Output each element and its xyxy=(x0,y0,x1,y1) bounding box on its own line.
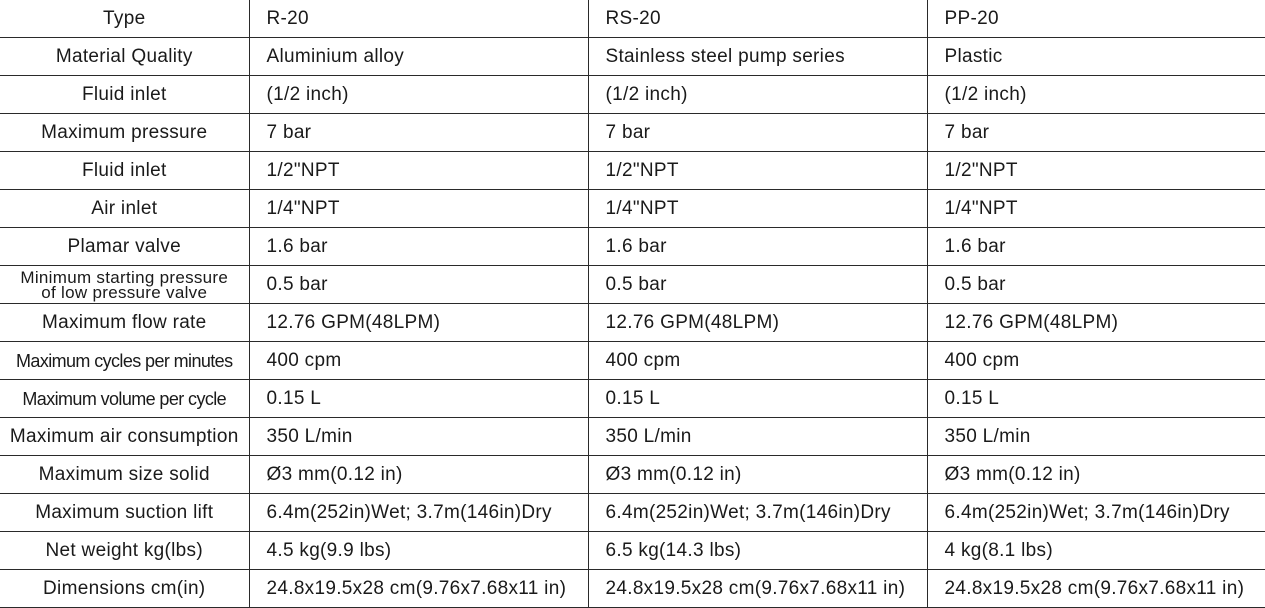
row-label: Air inlet xyxy=(0,190,249,228)
row-value-r20: 350 L/min xyxy=(249,418,588,456)
row-value-r20: 4.5 kg(9.9 lbs) xyxy=(249,532,588,570)
row-label: Maximum volume per cycle xyxy=(0,380,249,418)
row-value-pp20: Ø3 mm(0.12 in) xyxy=(927,456,1265,494)
header-row xyxy=(0,0,1265,38)
model-pp20-header: PP-20 xyxy=(927,0,1265,38)
row-value-rs20: 12.76 GPM(48LPM) xyxy=(588,304,927,342)
row-value-rs20: 24.8x19.5x28 cm(9.76x7.68x11 in) xyxy=(588,570,927,608)
table-row xyxy=(0,380,1265,418)
row-value-rs20: Stainless steel pump series xyxy=(588,38,927,76)
row-value-r20: 0.5 bar xyxy=(249,266,588,304)
row-value-pp20: 1/4"NPT xyxy=(927,190,1265,228)
table-row xyxy=(0,38,1265,76)
row-value-rs20: 6.4m(252in)Wet; 3.7m(146in)Dry xyxy=(588,494,927,532)
table-row xyxy=(0,76,1265,114)
row-value-pp20: 12.76 GPM(48LPM) xyxy=(927,304,1265,342)
table-row xyxy=(0,228,1265,266)
table-row xyxy=(0,494,1265,532)
row-value-r20: Ø3 mm(0.12 in) xyxy=(249,456,588,494)
row-value-pp20: Plastic xyxy=(927,38,1265,76)
row-value-pp20: 24.8x19.5x28 cm(9.76x7.68x11 in) xyxy=(927,570,1265,608)
row-value-pp20: 1/2"NPT xyxy=(927,152,1265,190)
row-label: Material Quality xyxy=(0,38,249,76)
row-label: Maximum flow rate xyxy=(0,304,249,342)
row-value-r20: (1/2 inch) xyxy=(249,76,588,114)
row-label: Maximum size solid xyxy=(0,456,249,494)
row-value-rs20: Ø3 mm(0.12 in) xyxy=(588,456,927,494)
row-label-line-1: Minimum starting pressure xyxy=(20,267,229,287)
row-label: Dimensions cm(in) xyxy=(0,570,249,608)
row-value-pp20: 6.4m(252in)Wet; 3.7m(146in)Dry xyxy=(927,494,1265,532)
row-value-r20: 1.6 bar xyxy=(249,228,588,266)
row-value-rs20: (1/2 inch) xyxy=(588,76,927,114)
row-label: Net weight kg(lbs) xyxy=(0,532,249,570)
row-value-r20: 24.8x19.5x28 cm(9.76x7.68x11 in) xyxy=(249,570,588,608)
row-value-rs20: 1/4"NPT xyxy=(588,190,927,228)
row-value-pp20: 0.5 bar xyxy=(927,266,1265,304)
row-value-r20: 1/4"NPT xyxy=(249,190,588,228)
model-rs20-header: RS-20 xyxy=(588,0,927,38)
table-row xyxy=(0,342,1265,380)
row-value-r20: Aluminium alloy xyxy=(249,38,588,76)
row-value-rs20: 1.6 bar xyxy=(588,228,927,266)
table-row xyxy=(0,304,1265,342)
row-value-pp20: 1.6 bar xyxy=(927,228,1265,266)
row-value-rs20: 1/2"NPT xyxy=(588,152,927,190)
table-row xyxy=(0,570,1265,608)
row-value-pp20: 0.15 L xyxy=(927,380,1265,418)
row-label: Maximum cycles per minutes xyxy=(0,342,249,380)
row-value-pp20: 7 bar xyxy=(927,114,1265,152)
table-row xyxy=(0,152,1265,190)
table-row xyxy=(0,190,1265,228)
row-value-r20: 1/2"NPT xyxy=(249,152,588,190)
row-label: Plamar valve xyxy=(0,228,249,266)
table-row xyxy=(0,418,1265,456)
header-label-cell: Type xyxy=(0,0,249,38)
model-r20-header: R-20 xyxy=(249,0,588,38)
table-row xyxy=(0,266,1265,304)
row-label: Maximum air consumption xyxy=(0,418,249,456)
row-value-rs20: 6.5 kg(14.3 lbs) xyxy=(588,532,927,570)
row-value-pp20: 350 L/min xyxy=(927,418,1265,456)
row-label: Fluid inlet xyxy=(0,76,249,114)
row-value-pp20: 400 cpm xyxy=(927,342,1265,380)
row-value-rs20: 400 cpm xyxy=(588,342,927,380)
row-value-rs20: 7 bar xyxy=(588,114,927,152)
table-row xyxy=(0,456,1265,494)
row-value-r20: 0.15 L xyxy=(249,380,588,418)
row-value-r20: 6.4m(252in)Wet; 3.7m(146in)Dry xyxy=(249,494,588,532)
row-value-rs20: 0.15 L xyxy=(588,380,927,418)
row-label xyxy=(0,266,249,304)
row-value-rs20: 0.5 bar xyxy=(588,266,927,304)
row-value-r20: 7 bar xyxy=(249,114,588,152)
row-value-pp20: 4 kg(8.1 lbs) xyxy=(927,532,1265,570)
row-value-rs20: 350 L/min xyxy=(588,418,927,456)
row-label: Maximum suction lift xyxy=(0,494,249,532)
table-row xyxy=(0,532,1265,570)
row-value-pp20: (1/2 inch) xyxy=(927,76,1265,114)
row-value-r20: 400 cpm xyxy=(249,342,588,380)
row-value-r20: 12.76 GPM(48LPM) xyxy=(249,304,588,342)
row-label: Fluid inlet xyxy=(0,152,249,190)
row-label-line-2: of low pressure valve xyxy=(41,282,208,302)
table-row xyxy=(0,114,1265,152)
row-label: Maximum pressure xyxy=(0,114,249,152)
